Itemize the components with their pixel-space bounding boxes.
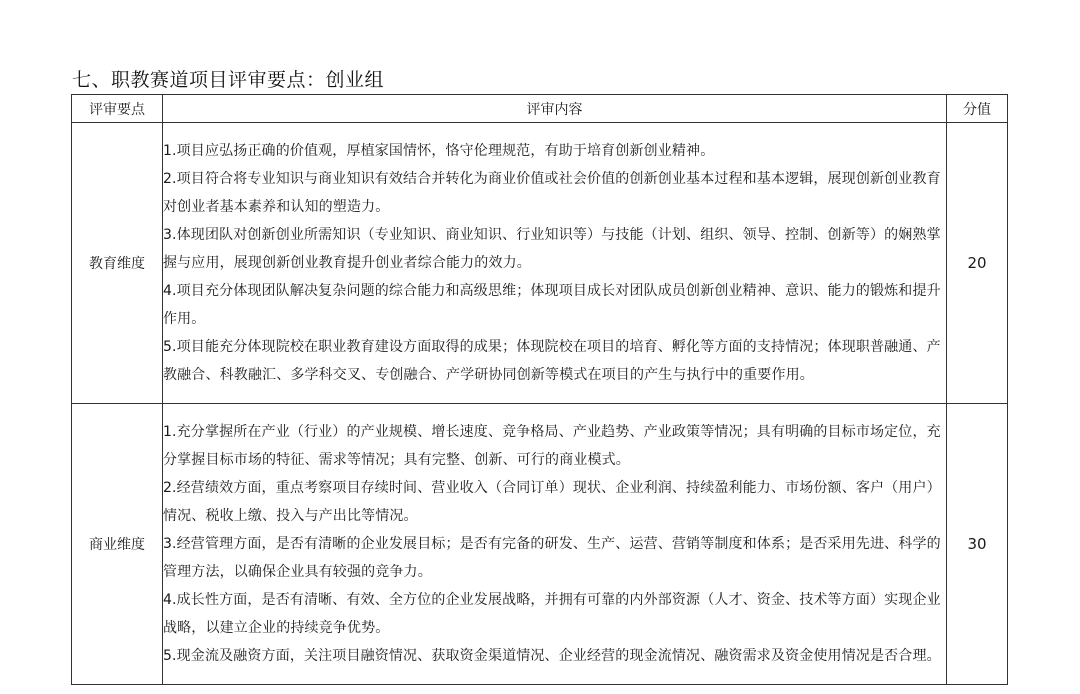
- score-cell: 30: [947, 404, 1008, 685]
- content-cell: [163, 123, 947, 404]
- table-row: [72, 123, 1008, 404]
- criteria-item: 4.项目充分体现团队解决复杂问题的综合能力和高级思维；体现项目成长对团队成员创新创业精神、意识、能力的锻炼和提升作用。: [163, 283, 941, 327]
- dimension-cell: 商业维度: [72, 404, 163, 685]
- header-content: 评审内容: [163, 95, 947, 123]
- dimension-cell: 教育维度: [72, 123, 163, 404]
- header-criteria: 评审要点: [72, 95, 163, 123]
- criteria-item: 5.项目能充分体现院校在职业教育建设方面取得的成果；体现院校在项目的培育、孵化等方面的支持情况；体现职普融通、产教融合、科教融汇、多学科交叉、专创融合、产学研协同创新等模式在项目的产生与执行中的重要作用。: [163, 339, 941, 383]
- criteria-item: 2.项目符合将专业知识与商业知识有效结合并转化为商业价值或社会价值的创新创业基本过程和基本逻辑，展现创新创业教育对创业者基本素养和认知的塑造力。: [163, 171, 941, 215]
- criteria-item: 1.充分掌握所在产业（行业）的产业规模、增长速度、竞争格局、产业趋势、产业政策等情况；具有明确的目标市场定位，充分掌握目标市场的特征、需求等情况；具有完整、创新、可行的商业模式。: [163, 424, 941, 468]
- section-title: 七、职教赛道项目评审要点：创业组: [72, 69, 385, 91]
- criteria-item: 1.项目应弘扬正确的价值观，厚植家国情怀，恪守伦理规范，有助于培育创新创业精神。: [163, 143, 715, 159]
- criteria-item: 2.经营绩效方面，重点考察项目存续时间、营业收入（合同订单）现状、企业利润、持续盈利能力、市场份额、客户（用户）情况、税收上缴、投入与产出比等情况。: [163, 480, 941, 524]
- header-score: 分值: [947, 95, 1008, 123]
- content-cell: [163, 404, 947, 685]
- table-header-row: [72, 95, 1008, 123]
- criteria-item: 3.经营管理方面，是否有清晰的企业发展目标；是否有完备的研发、生产、运营、营销等制度和体系；是否采用先进、科学的管理方法，以确保企业具有较强的竞争力。: [163, 536, 941, 580]
- table-row: [72, 404, 1008, 685]
- criteria-item: 3.体现团队对创新创业所需知识（专业知识、商业知识、行业知识等）与技能（计划、组织、领导、控制、创新等）的娴熟掌握与应用，展现创新创业教育提升创业者综合能力的效力。: [163, 227, 941, 271]
- criteria-item: 4.成长性方面，是否有清晰、有效、全方位的企业发展战略，并拥有可靠的内外部资源（人才、资金、技术等方面）实现企业战略，以建立企业的持续竞争优势。: [163, 592, 941, 636]
- criteria-item: 5.现金流及融资方面，关注项目融资情况、获取资金渠道情况、企业经营的现金流情况、融资需求及资金使用情况是否合理。: [163, 648, 941, 664]
- score-cell: 20: [947, 123, 1008, 404]
- review-criteria-table: [71, 94, 1008, 685]
